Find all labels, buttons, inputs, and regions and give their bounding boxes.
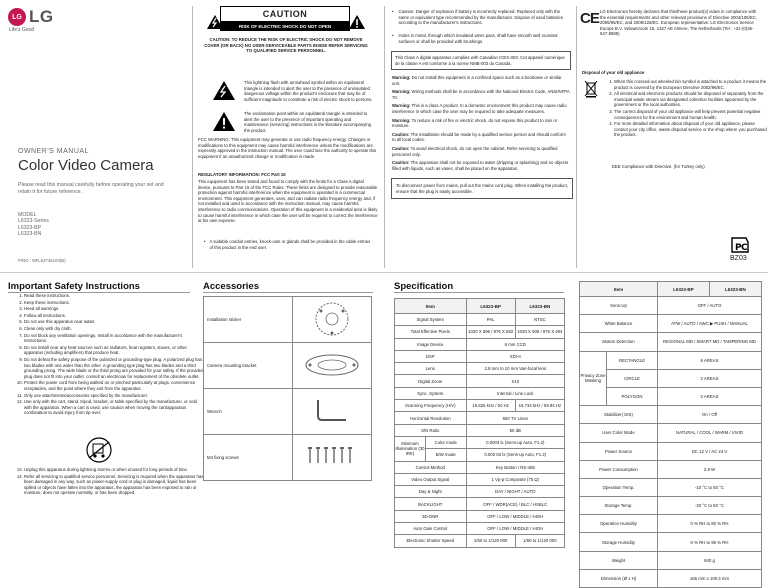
table-cell: 15.625 kHz / 50 Hz bbox=[466, 400, 515, 412]
table-cell: 6 mm CCD bbox=[466, 338, 564, 350]
table-cell: OFF / LOW / MIDDLE / HIGH bbox=[466, 523, 564, 535]
table-cell: On / Off bbox=[657, 406, 761, 424]
certification-mark-icon bbox=[728, 236, 752, 256]
product-title: Color Video Camera bbox=[18, 157, 154, 174]
eee-note: EEE Compliance with Directive. (for Turkey only) bbox=[612, 164, 705, 169]
warning-flash-icon bbox=[206, 14, 224, 30]
table-row bbox=[580, 460, 762, 478]
list-item: 2. Keep these instructions. bbox=[24, 300, 204, 306]
table-row bbox=[204, 435, 372, 481]
list-item: 4. For more detailed information about disposal of your old appliance, please contact your city office, waste disposal service or the shop where you purchased the product. bbox=[614, 121, 768, 138]
table-row bbox=[580, 297, 762, 315]
disposal-title: Disposal of your old appliance bbox=[582, 70, 645, 75]
table-cell: Storage Humidity bbox=[580, 533, 658, 551]
list-item: 12. Use only with the cart, stand, tripod, bracket, or table specified by the manufacturer, or sold with the apparatus. When a cart is used, use caution when moving the cart/apparatus combination to avoid injury from tip-over. bbox=[24, 399, 204, 416]
svg-text:Р: Р bbox=[735, 243, 742, 253]
table-cell: Operation Humidity bbox=[580, 515, 658, 533]
table-row bbox=[395, 523, 565, 535]
column-header: L6323-BP bbox=[657, 282, 709, 297]
table-row bbox=[395, 535, 565, 547]
table-cell: B/W mode bbox=[426, 449, 467, 461]
table-cell: 2.8 mm to 10 mm Vari-focal lens bbox=[466, 363, 564, 375]
warning-item: Caution: The installation should be made by a qualified service person and should conform to all local codes. bbox=[392, 131, 566, 143]
table-cell: 650 TV Lines bbox=[466, 412, 564, 424]
list-item: 11. Only use attachments/accessories specified by the manufacturer. bbox=[24, 393, 204, 399]
table-row bbox=[204, 389, 372, 435]
table-header-row bbox=[395, 299, 565, 314]
column-header: L6323-BN bbox=[709, 282, 761, 297]
table-cell: XDI-II bbox=[466, 350, 564, 362]
table-row bbox=[580, 351, 762, 369]
list-item: 3. The correct disposal of your old appliance will help prevent potential negative consequences for the environment and human health. bbox=[614, 109, 768, 120]
accessory-image bbox=[293, 435, 372, 481]
accessory-image bbox=[293, 343, 372, 389]
fcc-bullet: • A suitable conduit entries, knock-outs or glands shall be provided in the cable entries of this product in the end user. bbox=[204, 239, 371, 250]
caution-title: CAUTION bbox=[220, 6, 350, 22]
accessory-image bbox=[293, 297, 372, 343]
table-cell: S/N Ratio bbox=[395, 424, 467, 436]
table-cell: Motion Detection bbox=[580, 333, 658, 351]
flash-text: This lightning flash with arrowhead symbol within an equilateral triangle is intended to alert the user to the presence of uninsulated dangerous voltage within the product's enclosure that may be of sufficient magnitude to constitute a risk of electric shock to persons. bbox=[244, 80, 373, 102]
svg-text:С: С bbox=[741, 243, 748, 253]
table-row bbox=[580, 533, 762, 551]
divider bbox=[394, 292, 564, 293]
table-cell: Scanning Frequency (H/V) bbox=[395, 400, 467, 412]
list-item: 6. Clean only with dry cloth. bbox=[24, 326, 204, 332]
lg-logo-icon: LG bbox=[8, 8, 26, 26]
table-row bbox=[580, 333, 762, 351]
table-cell: Digital Zoom bbox=[395, 375, 467, 387]
warnings-list bbox=[392, 75, 570, 174]
table-cell: Sens-Up bbox=[580, 297, 658, 315]
safety-list-2 bbox=[8, 467, 204, 497]
disposal-list bbox=[602, 79, 768, 139]
fcc-reg-title: REGULATORY INFORMATION: FCC Part 15 bbox=[198, 172, 286, 177]
table-row bbox=[580, 569, 762, 587]
table-cell: 15.734 kHz / 59.94 Hz bbox=[515, 400, 564, 412]
table-cell: Dimension (Ø x H) bbox=[580, 569, 658, 587]
table-header-row bbox=[580, 282, 762, 297]
list-item: 1. When this crossed-out wheeled bin symbol is attached to a product it means the product is covered by the European Directive 2002/96/EC. bbox=[614, 79, 768, 90]
table-cell: OFF / WDR(ACE) / BLC / HSBLC bbox=[466, 498, 564, 510]
table-cell: Total Effective Pixels bbox=[395, 326, 467, 338]
list-item: 14. Refer all servicing to qualified service personnel. Servicing is required when the apparatus has been damaged in any way, such as power-supply cord or plug is damaged, liquid has been spilled or objects have fallen into the apparatus, the apparatus has been exposed to rain or moisture, does not operate normally, or has been dropped. bbox=[24, 474, 204, 496]
manual-label: OWNER'S MANUAL bbox=[18, 148, 89, 155]
table-cell: 1/60 to 1/120 000 bbox=[515, 535, 564, 547]
model-name: L6323-BP bbox=[18, 224, 42, 231]
table-cell: OFF / LOW / MIDDLE / HIGH bbox=[466, 510, 564, 522]
table-row bbox=[395, 424, 565, 436]
table-cell: 2 AREAS bbox=[657, 369, 761, 387]
list-item: 8. Do not install near any heat sources such as radiators, heat registers, stoves, or other apparatus (including amplifiers) that produce heat. bbox=[24, 345, 204, 356]
table-cell: 2 AREAS bbox=[657, 387, 761, 405]
warning-item: Warning: Do not install this equipment in a confined space such as a bookcase or similar unit. bbox=[392, 75, 562, 86]
column-header: L6323-BP bbox=[466, 299, 515, 314]
lg-logo bbox=[8, 7, 54, 27]
list-item: 2. All electrical and electronic products should be disposed of separately from the municipal waste stream via designated collection facilities appointed by the government or the local authorities. bbox=[614, 91, 768, 108]
list-item: 1. Read these instructions. bbox=[24, 293, 204, 299]
table-cell: POLYGON bbox=[607, 387, 658, 405]
exclamation-triangle-icon bbox=[212, 111, 236, 132]
model-name: L6323-BN bbox=[18, 230, 42, 237]
spec-title: Specification bbox=[394, 281, 454, 292]
table-cell: CIRCLE bbox=[607, 369, 658, 387]
model-block bbox=[18, 212, 49, 237]
table-cell: Privacy Zone Masking bbox=[580, 351, 607, 406]
table-cell: X10 bbox=[466, 375, 564, 387]
list-item: 3. Heed all warnings. bbox=[24, 306, 204, 312]
table-cell: PAL bbox=[466, 314, 515, 326]
table-cell: 2.8 W bbox=[657, 460, 761, 478]
table-cell: 0.000 03 lx (Sens-up Auto, F1.2) bbox=[466, 449, 564, 461]
table-cell: Day & Night bbox=[395, 486, 467, 498]
table-cell: Minimum Illumination (30 IRE) bbox=[395, 436, 426, 461]
divider bbox=[192, 6, 193, 268]
table-cell: DC 12 V / AC 24 V bbox=[657, 442, 761, 460]
table-cell: REGIONAL MD / SMART MD / TAMPERING MD bbox=[657, 333, 761, 351]
table-row bbox=[580, 478, 762, 496]
tagline: Life's Good bbox=[9, 27, 35, 33]
table-cell: Wrench bbox=[204, 389, 293, 435]
table-cell: NTSC bbox=[515, 314, 564, 326]
column-header: Item bbox=[395, 299, 467, 314]
fcc-reg-text: This equipment has been tested and found to comply with the limits for a Class A digital device, pursuant to Part 15 of the FCC Rules. These limits are designed to provide reasonable protection against harmful interference when the equipment is operated in a commercial environment. This equipment generates, uses, and can radiate radio frequency energy and, if not installed and used in accordance with the instruction manual, may cause harmful interference to radio communications. Operation of this equipment in a residential area is likely to cause harmful interference in which case the user will be required to correct the interference at his own expense. bbox=[198, 179, 378, 224]
table-row bbox=[580, 406, 762, 424]
table-cell: DSP bbox=[395, 350, 467, 362]
table-cell: Horizontal Resolution bbox=[395, 412, 467, 424]
list-item: 13. Unplug this apparatus during lightning storms or when unused for long periods of time. bbox=[24, 467, 204, 473]
table-cell: Electronic Shutter Speed bbox=[395, 535, 467, 547]
table-cell: Control Method bbox=[395, 461, 467, 473]
table-row bbox=[395, 363, 565, 375]
table-cell: 3D-DNR bbox=[395, 510, 467, 522]
table-cell: Power Consumption bbox=[580, 460, 658, 478]
caution-block bbox=[220, 6, 350, 31]
warning-exclamation-icon bbox=[348, 14, 366, 30]
table-cell: Camera mounting bracket bbox=[204, 343, 293, 389]
model-name: L6323-Series bbox=[18, 218, 49, 225]
crossed-bin-icon bbox=[584, 80, 598, 98]
table-row bbox=[395, 436, 565, 448]
screws-icon bbox=[302, 443, 362, 471]
ce-declaration: LG Electronics hereby declares that this/these product(s) is/are in compliance with the essential requirements and other relevant provisions of Directive 2004/108/EC, 2006/95/EC, and 2009/125/EC. European representative: LG Electronics Service Europe B.V. Veluwezoom 15, 1327 AE Almere, The Netherlands (Tel : +31-(0)36-547-8888) bbox=[600, 9, 757, 37]
table-cell: Lens bbox=[395, 363, 467, 375]
warning-item: Warning: Wiring methods shall be in accordance with the National Electric Code, ANSI/NFPA 70. bbox=[392, 89, 570, 100]
table-cell: NATURAL / COOL / WARM / VIVID bbox=[657, 424, 761, 442]
fcc-warning: FCC WARNING: This equipment may generate or use radio frequency energy. Changes or modifications to this equipment may cause harmful interference unless the modifications are expressly approved in the instruction manual. The user could lose the authority to operate this equipment if an unauthorized change or modification is made. bbox=[198, 137, 377, 159]
list-item: 9. Do not defeat the safety purpose of the polarized or grounding-type plug. A polarized plug has two blades with one wider than the other. A grounding type plug has two blades and a third grounding prong. The wide blade or the third prong are provided for your safety. If the provided plug does not fit into your outlet, consult an electrician for replacement of the obsolete outlet. bbox=[24, 357, 204, 379]
fold-line bbox=[0, 272, 768, 273]
part-number: P/NO : MFL63745103(B) bbox=[18, 258, 66, 263]
table-cell: Auto Gain Control bbox=[395, 523, 467, 535]
bracket-icon bbox=[302, 350, 362, 380]
list-item: 10. Protect the power cord from being walked on or pinched particularly at plugs, convenience receptacles, and the point where they exit from the apparatus. bbox=[24, 380, 204, 391]
caution-subtitle: RISK OF ELECTRIC SHOCK DO NOT OPEN bbox=[220, 22, 350, 31]
table-cell: -10 °C to 50 °C bbox=[657, 478, 761, 496]
table-row bbox=[395, 326, 565, 338]
table-cell: ATW / AUTO / AWC ▶ PUSH / MANUAL bbox=[657, 315, 761, 333]
table-row bbox=[580, 315, 762, 333]
warning-item: Warning: To reduce a risk of fire or electric shock, do not expose this product to rain or moisture. bbox=[392, 117, 558, 129]
table-cell: 50 dB bbox=[466, 424, 564, 436]
table-cell: 165 mm x 100.3 mm bbox=[657, 569, 761, 587]
table-row bbox=[580, 424, 762, 442]
table-row bbox=[580, 387, 762, 405]
table-cell: Signal System bbox=[395, 314, 467, 326]
cart-warning-icon bbox=[84, 437, 114, 463]
holes-note: • Holes in metal, through which insulated wires pass, shall have smooth well rounded surfaces or shall be provided with brushings. bbox=[392, 33, 558, 44]
divider bbox=[203, 292, 373, 293]
table-row bbox=[395, 510, 565, 522]
table-cell: Stabilizer( DIS) bbox=[580, 406, 658, 424]
list-item: 4. Follow all instructions. bbox=[24, 313, 204, 319]
ce-mark-icon: CE bbox=[580, 10, 599, 27]
lg-wordmark: LG bbox=[29, 7, 54, 26]
table-row bbox=[395, 375, 565, 387]
cert-code: BZ03 bbox=[730, 255, 747, 262]
table-row bbox=[395, 461, 565, 473]
table-row bbox=[395, 486, 565, 498]
table-cell: Installation sticker bbox=[204, 297, 293, 343]
divider bbox=[576, 6, 577, 268]
table-cell: Operation Temp. bbox=[580, 478, 658, 496]
table-cell: Image Device bbox=[395, 338, 467, 350]
table-row bbox=[395, 314, 565, 326]
table-cell: DAY / NIGHT / AUTO bbox=[466, 486, 564, 498]
table-cell: Weight bbox=[580, 551, 658, 569]
table-row bbox=[580, 515, 762, 533]
column-header: Item bbox=[580, 282, 658, 297]
table-cell: 1 Vp-p Composite (75 Ω) bbox=[466, 473, 564, 485]
table-cell: Power Source bbox=[580, 442, 658, 460]
table-cell: RECTANGLE bbox=[607, 351, 658, 369]
table-row bbox=[204, 297, 372, 343]
sticker-icon bbox=[306, 301, 358, 337]
table-cell: 1020 X 508 / 976 X 494 bbox=[515, 326, 564, 338]
table-cell: Sync. System bbox=[395, 387, 467, 399]
table-row bbox=[395, 387, 565, 399]
disconnect-box: To disconnect power from mains, pull out the mains cord plug. When installing the product, ensure that the plug is easily accessible. bbox=[391, 178, 573, 199]
table-cell: 1/50 to 1/120 000 bbox=[466, 535, 515, 547]
warning-item: Caution: To avoid electrical shock, do not open the cabinet. Refer servicing to qualified personnel only. bbox=[392, 145, 558, 157]
table-cell: Storage Temp. bbox=[580, 497, 658, 515]
table-row bbox=[204, 343, 372, 389]
table-cell: 1020 X 596 / 976 X 582 bbox=[466, 326, 515, 338]
divider bbox=[384, 6, 385, 268]
accessory-image bbox=[293, 389, 372, 435]
table-row bbox=[395, 338, 565, 350]
table-row bbox=[580, 442, 762, 460]
battery-caution: • Caution: Danger of explosion if battery is incorrectly replaced. Replaced only with the same or equivalent type recommended by the manufacturer. Dispose of used batteries according to the manufacturer's instructions. bbox=[392, 9, 563, 26]
table-cell: M4 fixing screws bbox=[204, 435, 293, 481]
accessories-table bbox=[203, 296, 372, 481]
table-cell: Key Button / RS-485 bbox=[466, 461, 564, 473]
table-row bbox=[395, 473, 565, 485]
table-cell: -20 °C to 60 °C bbox=[657, 497, 761, 515]
table-cell: 0 % RH to 80 % RH bbox=[657, 515, 761, 533]
caution-text: CAUTION: TO REDUCE THE RISK OF ELECTRIC SHOCK DO NOT REMOVE COVER (OR BACK) NO USER-SERVICEABLE PARTS INSIDE REFER SERVICING TO QUALIFIED SERVICE PERSONNEL. bbox=[204, 37, 368, 54]
exclamation-text: The exclamation point within an equilateral triangle is intended to alert the user to the presence of important operating and maintenance (servicing) instructions in the literature accompanying the product. bbox=[244, 111, 372, 133]
model-label: MODEL bbox=[18, 212, 37, 218]
table-cell: User Color Mode bbox=[580, 424, 658, 442]
table-cell: 6 AREAS bbox=[657, 351, 761, 369]
warning-item: Warning: This is a class A product. In a domestic environment this product may cause radio interference in which case the user may be required to take adequate measures. bbox=[392, 103, 567, 114]
wrench-icon bbox=[312, 396, 352, 426]
table-cell: 0.0003 lx (Sens-up Auto, F1.2) bbox=[466, 436, 564, 448]
table-row bbox=[395, 412, 565, 424]
canada-box: This Class A digital apparatus complies with Canadian ICES-003. Cet appareil numérique de la classe A est conforme à la norme NMB-003 du Canada. bbox=[391, 51, 571, 70]
table-row bbox=[580, 497, 762, 515]
column-header: L6323-BN bbox=[515, 299, 564, 314]
lightning-triangle-icon bbox=[212, 80, 236, 101]
spec-table bbox=[394, 298, 565, 548]
table-cell: BACKLIGHT bbox=[395, 498, 467, 510]
table-row bbox=[580, 369, 762, 387]
table-cell: White Balance bbox=[580, 315, 658, 333]
table-row bbox=[395, 400, 565, 412]
table-cell: 0 % RH to 95 % RH bbox=[657, 533, 761, 551]
table-cell: Video Output Signal bbox=[395, 473, 467, 485]
table-row bbox=[395, 498, 565, 510]
table-row bbox=[580, 551, 762, 569]
safety-list bbox=[8, 293, 204, 417]
table-cell: 840 g bbox=[657, 551, 761, 569]
list-item: 5. Do not use this apparatus near water. bbox=[24, 319, 204, 325]
warning-item: Caution: The apparatus shall not be exposed to water (dripping or splashing) and no objects filled with liquids, such as vases, shall be placed on the apparatus. bbox=[392, 160, 569, 171]
table-cell: Color mode bbox=[426, 436, 467, 448]
safety-title: Important Safety Instructions bbox=[8, 281, 140, 292]
accessories-title: Accessories bbox=[203, 281, 259, 292]
table-cell: Internal / Line Lock bbox=[466, 387, 564, 399]
table-cell: OFF / AUTO bbox=[657, 297, 761, 315]
list-item: 7. Do not block any ventilation openings. Install in accordance with the manufacturer's instructions. bbox=[24, 333, 204, 344]
intro-text: Please read this manual carefully before operating your set and retain it for future reference. bbox=[18, 182, 164, 195]
table-row bbox=[395, 350, 565, 362]
